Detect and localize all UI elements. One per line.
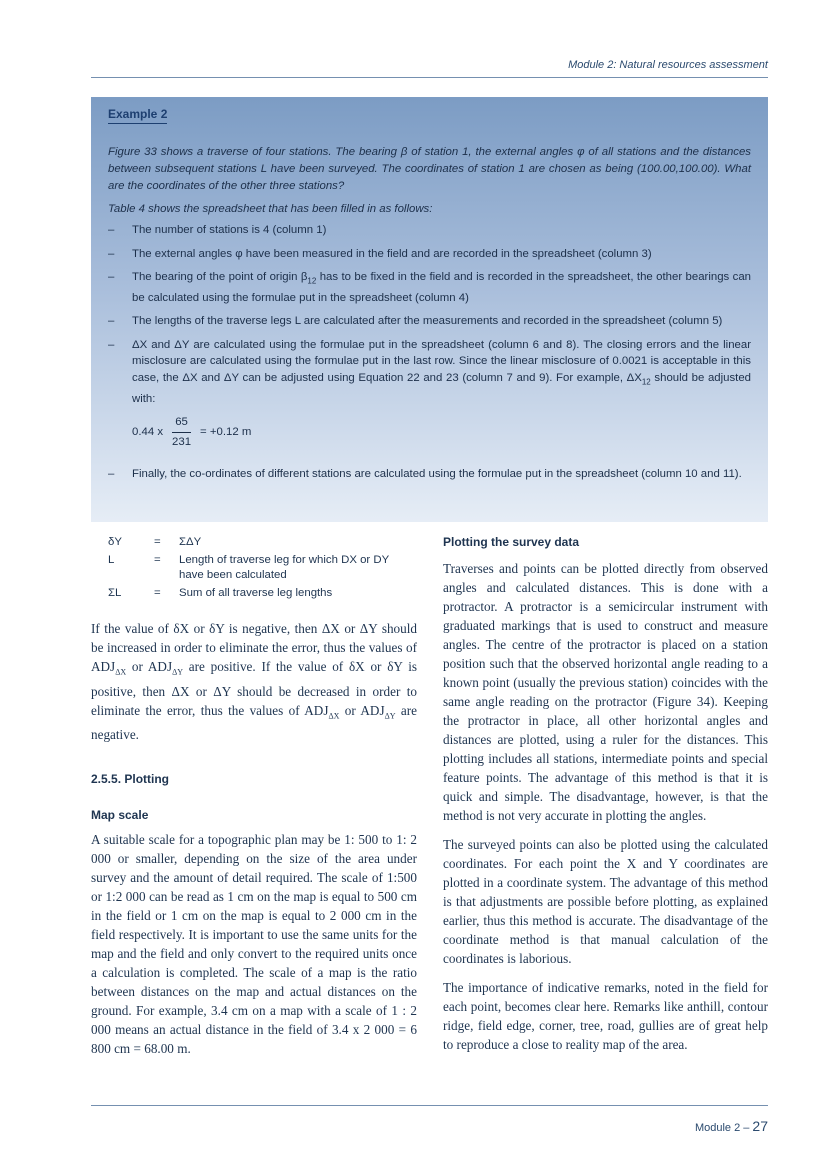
text-run: are positive. If the value of δX or δY is positive, then ΔX or ΔY should be decreased in order to eliminate the error, thus the values of ADJ bbox=[91, 659, 417, 718]
definition-equals: = bbox=[154, 554, 161, 566]
error-adjustment-paragraph bbox=[91, 619, 417, 744]
list-item bbox=[108, 269, 751, 306]
right-column bbox=[443, 535, 768, 1054]
text-run: or ADJ bbox=[339, 702, 385, 718]
text-run: The bearing of the point of origin β bbox=[132, 271, 308, 283]
definition-description: Sum of all traverse leg lengths bbox=[179, 587, 333, 599]
list-item bbox=[108, 337, 751, 450]
list-item-text: The lengths of the traverse legs L are calculated after the measurements and recorded in the spreadsheet (column 5) bbox=[132, 315, 723, 328]
definition-symbol: ΣL bbox=[108, 587, 122, 599]
page-number: 27 bbox=[752, 1118, 768, 1134]
text-run: or ADJ bbox=[126, 659, 173, 674]
remarks-paragraph: The importance of indicative remarks, noted in the field for each point, becomes clear here. Remarks like anthill, contour ridge, field edge, corner, tree, road, gullies are of great help to reproduce a close to reality map of the area. bbox=[443, 980, 768, 1052]
example-table-line: Table 4 shows the spreadsheet that has been filled in as follows: bbox=[108, 203, 433, 215]
list-item-text bbox=[132, 339, 751, 405]
text-run: ΔX and ΔY are calculated using the formulae put in the spreadsheet (column 6 and 8). The closing errors and the linear misclosure are calculated using the formulae put in the last row. Since the linear misclosure of 0.0021 is acceptable in this case, the ΔX and ΔY can be adjusted using Equation 22 and 23 (column 7 and 9). For example, ΔX bbox=[132, 338, 751, 384]
list-dash: – bbox=[108, 247, 115, 260]
definition-equals: = bbox=[154, 587, 161, 599]
section-heading-plotting-survey-data: Plotting the survey data bbox=[443, 535, 580, 549]
list-dash: – bbox=[108, 468, 115, 481]
definition-row bbox=[108, 535, 417, 550]
text-run: has to be fixed in the field and is recorded in the spreadsheet, the other bearings can be calculated using the formulae put in the spreadsheet (column 4) bbox=[132, 271, 751, 304]
adjustment-formula bbox=[132, 414, 751, 450]
list-dash: – bbox=[108, 224, 115, 236]
list-item bbox=[108, 313, 751, 330]
subscript: ΔX bbox=[115, 667, 127, 677]
list-item bbox=[108, 246, 751, 263]
map-scale-paragraph: A suitable scale for a topographic plan may be 1: 500 to 1: 2 000 or smaller, depending on the size of the area under survey and the amount of detail required. The scale of 1:500 or 1:2 000 can be read as 1 cm on the map is equal to 500 cm in the field or 1 cm on the map is equal to 2 000 cm in the field respectively. It is important to use the same units for the map and the field and only convert to the required units once a calculation is completed. The scale of a map is the ratio between distances on the map and actual distances on the ground. For example, 3.4 cm on a map with a scale of 1 : 2 000 means an actual distance in the field of 3.4 x 2 000 = 6 800 cm = 68.00 m. bbox=[91, 832, 417, 1057]
formula-fraction bbox=[169, 414, 194, 450]
formula-lhs: 0.44 x bbox=[132, 425, 164, 438]
example-box bbox=[91, 97, 768, 522]
definition-description: Length of traverse leg for which DX or DY have been calculated bbox=[179, 554, 389, 581]
definition-description: ΣΔY bbox=[179, 536, 202, 548]
running-header: Module 2: Natural resources assessment bbox=[568, 59, 768, 71]
list-item-text: The number of stations is 4 (column 1) bbox=[132, 224, 327, 236]
example-intro: Figure 33 shows a traverse of four stations. The bearing β of station 1, the external angles φ of all stations and the distances between subsequent stations L have been surveyed. The coordinates of station 1 are chosen as being (100.00,100.00). What are the coordinates of the other three stations? bbox=[108, 146, 751, 192]
subscript: ΔY bbox=[384, 711, 396, 721]
footer-divider bbox=[91, 1105, 768, 1106]
definition-equals: = bbox=[154, 536, 161, 548]
list-item-text: Finally, the co-ordinates of different stations are calculated using the formulae put in the spreadsheet (column 10 and 11). bbox=[132, 468, 742, 481]
formula-denominator: 231 bbox=[172, 435, 192, 448]
list-dash: – bbox=[108, 271, 115, 283]
example-title: Example 2 bbox=[108, 107, 167, 124]
subscript: ΔX bbox=[328, 711, 340, 721]
text-run: are negative. bbox=[91, 702, 417, 743]
text-run: should be adjusted with: bbox=[132, 371, 752, 405]
page-footer bbox=[695, 1118, 768, 1134]
formula-numerator: 65 bbox=[172, 414, 191, 433]
section-heading-map-scale: Map scale bbox=[91, 808, 149, 823]
header-divider bbox=[91, 77, 768, 78]
definition-row bbox=[108, 553, 417, 583]
list-dash: – bbox=[108, 338, 115, 351]
left-column bbox=[91, 535, 417, 1058]
subscript: 12 bbox=[641, 377, 651, 387]
definition-table bbox=[108, 535, 417, 601]
subscript: 12 bbox=[307, 276, 317, 286]
protractor-paragraph: Traverses and points can be plotted directly from observed angles and calculated distances. This is done with a protractor. A protractor is a semicircular instrument with graduated markings that is used to construct and measure angles. The centre of the protractor is placed on a station position such that the observed horizontal angle reading to a known point (usually the previous station) coincides with the same angle reading on the protractor (Figure 34). Keeping the protractor in place, all other horizontal angles and distances are plotted, using a ruler for the distances. This plotting includes all stations, intermediate points and special feature points. The advantage of this method is that it is quick and simple. The disadvantage, however, is that the method is not very accurate in plotting the angles. bbox=[443, 561, 768, 823]
coordinate-method-paragraph: The surveyed points can also be plotted using the calculated coordinates. For each point the X and Y coordinates are plotted in a coordinate system. The advantage of this method is that adjustments are possible before plotting, as explained earlier, thus this method is accurate. The disadvantage of the coordinate method is that manual calculation of the coordinates is laborious. bbox=[443, 837, 768, 966]
definition-symbol: L bbox=[108, 554, 115, 566]
list-item-text bbox=[132, 271, 751, 304]
formula-rhs: = +0.12 m bbox=[200, 425, 252, 438]
footer-label: Module 2 – bbox=[694, 1122, 753, 1134]
definition-symbol: δY bbox=[108, 536, 122, 548]
list-item-text: The external angles φ have been measured in the field and are recorded in the spreadsheet (column 3) bbox=[132, 247, 652, 260]
subscript: ΔY bbox=[172, 667, 183, 677]
text-run: If the value of δX or δY is negative, then ΔX or ΔY should be increased in order to eliminate the error, thus the values of ADJ bbox=[91, 621, 417, 674]
list-item bbox=[108, 466, 751, 483]
list-dash: – bbox=[108, 315, 115, 328]
list-item bbox=[108, 222, 751, 239]
example-list bbox=[108, 222, 751, 483]
section-heading-plotting: 2.5.5. Plotting bbox=[91, 772, 170, 787]
definition-row bbox=[108, 586, 417, 601]
